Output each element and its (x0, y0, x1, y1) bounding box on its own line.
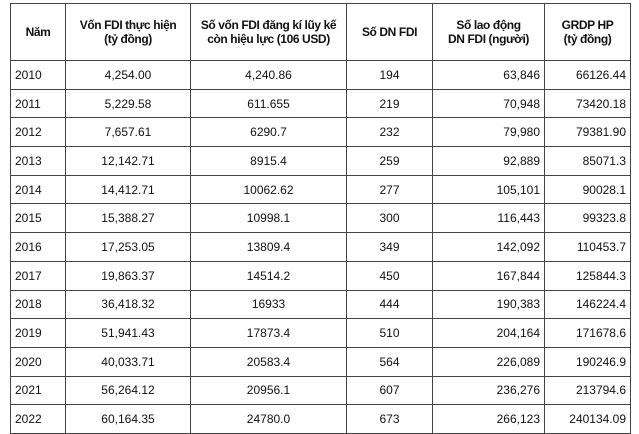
header-grdp-line1: GRDP HP (561, 18, 614, 32)
cell-fdi-registered: 8915.4 (191, 147, 347, 176)
cell-fdi-labor: 70,948 (433, 89, 545, 118)
header-year-line1: Năm (25, 25, 51, 39)
header-fdi-labor (433, 4, 545, 61)
cell-fdi-implemented: 7,657.61 (66, 118, 191, 147)
table-row (11, 290, 631, 319)
cell-grdp: 110453.7 (545, 233, 631, 262)
cell-fdi-implemented: 60,164.35 (66, 405, 191, 434)
cell-fdi-enterprises: 277 (347, 175, 433, 204)
table-row (11, 204, 631, 233)
cell-fdi-enterprises: 259 (347, 147, 433, 176)
fdi-data-table (10, 3, 631, 434)
cell-year: 2019 (11, 319, 66, 348)
cell-grdp: 190246.9 (545, 347, 631, 376)
header-grdp (545, 4, 631, 61)
header-fdi-enterprises-line1: Số DN FDI (361, 25, 418, 39)
table-row (11, 118, 631, 147)
cell-fdi-implemented: 19,863.37 (66, 261, 191, 290)
cell-year: 2018 (11, 290, 66, 319)
cell-fdi-enterprises: 219 (347, 89, 433, 118)
cell-fdi-enterprises: 300 (347, 204, 433, 233)
table-row (11, 61, 631, 90)
cell-fdi-labor: 142,092 (433, 233, 545, 262)
cell-fdi-implemented: 17,253.05 (66, 233, 191, 262)
cell-year: 2010 (11, 61, 66, 90)
table-row (11, 89, 631, 118)
table-row (11, 147, 631, 176)
cell-fdi-registered: 16933 (191, 290, 347, 319)
cell-fdi-registered: 10998.1 (191, 204, 347, 233)
cell-fdi-implemented: 4,254.00 (66, 61, 191, 90)
table-row (11, 261, 631, 290)
cell-year: 2015 (11, 204, 66, 233)
table-row (11, 233, 631, 262)
cell-fdi-enterprises: 232 (347, 118, 433, 147)
cell-grdp: 90028.1 (545, 175, 631, 204)
cell-fdi-implemented: 5,229.58 (66, 89, 191, 118)
table-row (11, 376, 631, 405)
cell-grdp: 66126.44 (545, 61, 631, 90)
cell-grdp: 79381.90 (545, 118, 631, 147)
cell-fdi-labor: 266,123 (433, 405, 545, 434)
cell-fdi-registered: 6290.7 (191, 118, 347, 147)
cell-fdi-registered: 14514.2 (191, 261, 347, 290)
header-year (11, 4, 66, 61)
cell-fdi-enterprises: 194 (347, 61, 433, 90)
cell-fdi-labor: 116,443 (433, 204, 545, 233)
cell-fdi-labor: 226,089 (433, 347, 545, 376)
cell-fdi-labor: 79,980 (433, 118, 545, 147)
cell-year: 2017 (11, 261, 66, 290)
header-fdi-registered (191, 4, 347, 61)
cell-fdi-labor: 92,889 (433, 147, 545, 176)
cell-year: 2020 (11, 347, 66, 376)
cell-grdp: 240134.09 (545, 405, 631, 434)
header-fdi-enterprises (347, 4, 433, 61)
cell-fdi-registered: 611.655 (191, 89, 347, 118)
cell-fdi-implemented: 56,264.12 (66, 376, 191, 405)
cell-grdp: 146224.4 (545, 290, 631, 319)
header-fdi-registered-line2: còn hiệu lực (106 USD) (207, 32, 330, 46)
cell-fdi-registered: 17873.4 (191, 319, 347, 348)
cell-year: 2011 (11, 89, 66, 118)
header-fdi-implemented (66, 4, 191, 61)
cell-grdp: 99323.8 (545, 204, 631, 233)
cell-fdi-enterprises: 450 (347, 261, 433, 290)
cell-grdp: 85071.3 (545, 147, 631, 176)
cell-fdi-registered: 10062.62 (191, 175, 347, 204)
cell-grdp: 125844.3 (545, 261, 631, 290)
cell-fdi-enterprises: 510 (347, 319, 433, 348)
cell-fdi-registered: 13809.4 (191, 233, 347, 262)
cell-year: 2021 (11, 376, 66, 405)
cell-year: 2022 (11, 405, 66, 434)
cell-fdi-labor: 105,101 (433, 175, 545, 204)
table-row (11, 405, 631, 434)
cell-fdi-enterprises: 349 (347, 233, 433, 262)
cell-fdi-implemented: 40,033.71 (66, 347, 191, 376)
header-fdi-implemented-line2: (tỷ đồng) (104, 32, 152, 46)
table-body (11, 61, 631, 434)
header-fdi-labor-line2: DN FDI (người) (448, 32, 529, 46)
cell-year: 2013 (11, 147, 66, 176)
cell-fdi-registered: 4,240.86 (191, 61, 347, 90)
cell-grdp: 213794.6 (545, 376, 631, 405)
header-grdp-line2: (tỷ đồng) (563, 32, 612, 46)
cell-year: 2014 (11, 175, 66, 204)
cell-fdi-labor: 190,383 (433, 290, 545, 319)
cell-fdi-enterprises: 673 (347, 405, 433, 434)
cell-fdi-implemented: 14,412.71 (66, 175, 191, 204)
cell-fdi-registered: 20956.1 (191, 376, 347, 405)
cell-fdi-implemented: 15,388.27 (66, 204, 191, 233)
cell-fdi-labor: 236,276 (433, 376, 545, 405)
cell-fdi-registered: 24780.0 (191, 405, 347, 434)
table-row (11, 319, 631, 348)
cell-fdi-enterprises: 564 (347, 347, 433, 376)
cell-fdi-implemented: 51,941.43 (66, 319, 191, 348)
cell-fdi-labor: 63,846 (433, 61, 545, 90)
header-fdi-labor-line1: Số lao động (456, 18, 521, 32)
table-header (11, 4, 631, 61)
cell-fdi-registered: 20583.4 (191, 347, 347, 376)
cell-fdi-labor: 204,164 (433, 319, 545, 348)
cell-grdp: 73420.18 (545, 89, 631, 118)
table-row (11, 175, 631, 204)
cell-fdi-labor: 167,844 (433, 261, 545, 290)
table-row (11, 347, 631, 376)
cell-year: 2012 (11, 118, 66, 147)
cell-year: 2016 (11, 233, 66, 262)
cell-grdp: 171678.6 (545, 319, 631, 348)
header-fdi-implemented-line1: Vốn FDI thực hiện (79, 18, 177, 32)
cell-fdi-enterprises: 607 (347, 376, 433, 405)
header-fdi-registered-line1: Số vốn FDI đăng kí lũy kế (200, 18, 337, 32)
cell-fdi-implemented: 12,142.71 (66, 147, 191, 176)
cell-fdi-enterprises: 444 (347, 290, 433, 319)
header-row (11, 4, 631, 61)
cell-fdi-implemented: 36,418.32 (66, 290, 191, 319)
